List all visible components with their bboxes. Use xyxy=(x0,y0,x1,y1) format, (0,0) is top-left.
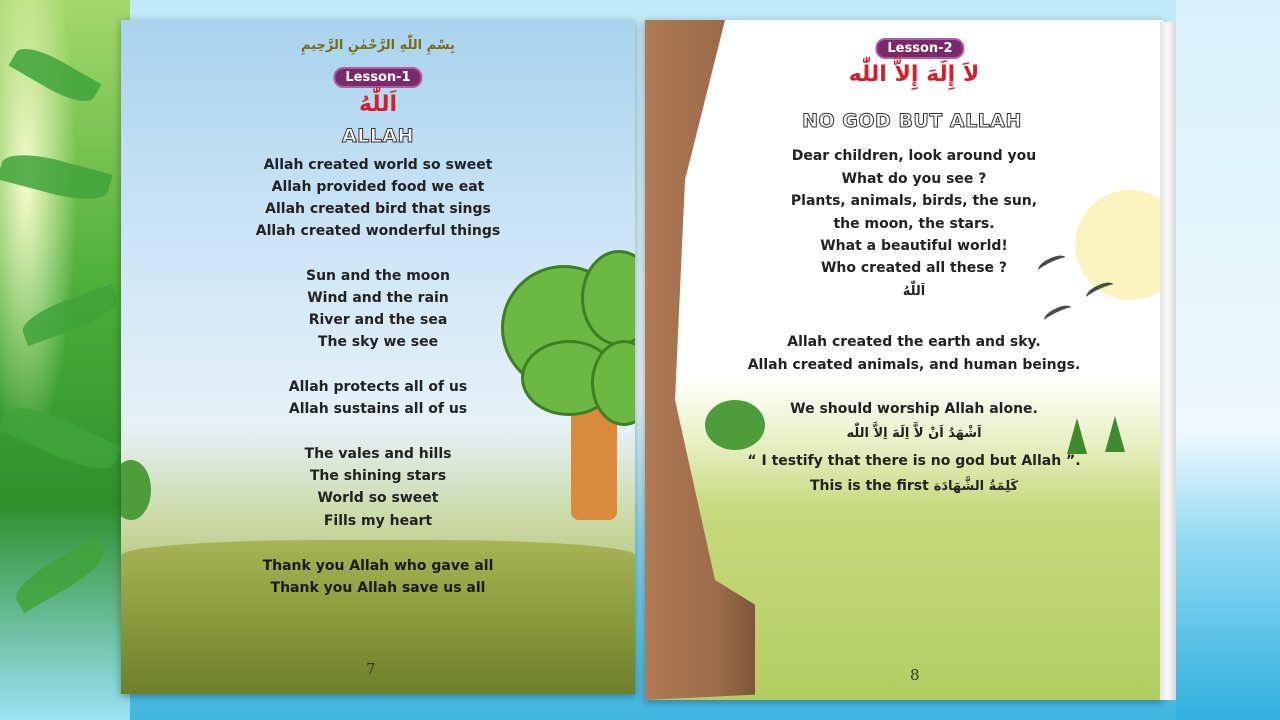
poem-line: Wind and the rain xyxy=(307,290,449,306)
book-page-right xyxy=(645,20,1163,700)
poem-line: Allah sustains all of us xyxy=(288,401,468,417)
page-number: 7 xyxy=(366,660,376,678)
poem-line: Thank you Allah who gave all xyxy=(262,558,494,574)
lesson-2-badge: Lesson-2 xyxy=(875,38,964,59)
shahada-arabic: اَشْهَدُ اَنْ لاَّ اِلَهَ اِلاَّ اللّٰه xyxy=(846,426,982,441)
kalima-arabic: كَلِمَةُ الشَّهَادَة xyxy=(933,479,1019,494)
body-line: Plants, animals, birds, the sun, xyxy=(790,193,1038,209)
kalima-prefix: This is the first xyxy=(809,478,929,494)
palm-leaf xyxy=(9,537,111,613)
poem-line: Allah protects all of us xyxy=(288,379,468,395)
bismillah-text: بِسْمِ اللّٰهِ الرَّحْمٰنِ الرَّحِيمِ xyxy=(301,38,455,53)
poem-line: Allah created wonderful things xyxy=(255,223,501,239)
book-page-left xyxy=(121,20,635,694)
arabic-title: لاَ إِلَهَ إِلاَّ اللّٰه xyxy=(848,62,980,87)
poem-line: Thank you Allah save us all xyxy=(270,580,486,596)
palm-leaf xyxy=(18,284,122,346)
kalima-line xyxy=(655,478,1163,494)
poem-line: The shining stars xyxy=(309,468,447,484)
poem-line: Allah created world so sweet xyxy=(263,157,493,173)
palm-leaf xyxy=(9,40,102,111)
testify-line: “ I testify that there is no god but Allah ”. xyxy=(747,453,1081,469)
arabic-title: اَللّٰهُ xyxy=(358,92,398,117)
body-line: What do you see ? xyxy=(841,171,987,187)
body-line: Allah created the earth and sky. xyxy=(787,334,1041,350)
poem-line: The sky we see xyxy=(317,334,439,350)
answer-arabic: اَللّٰهُ xyxy=(902,284,926,299)
palm-leaf xyxy=(0,146,113,207)
body-line: the moon, the stars. xyxy=(833,216,995,232)
page-title: ALLAH xyxy=(341,125,415,147)
page-number: 8 xyxy=(910,666,920,684)
poem-line: Fills my heart xyxy=(323,513,433,529)
lesson-1-badge: Lesson-1 xyxy=(333,67,422,88)
poem-line: World so sweet xyxy=(317,490,439,506)
body-line: Dear children, look around you xyxy=(791,148,1037,164)
poem-line: The vales and hills xyxy=(304,446,452,462)
body-line: What a beautiful world! xyxy=(820,238,1008,254)
bird-icon xyxy=(1042,302,1074,326)
poem-line: Sun and the moon xyxy=(305,268,451,284)
sea-background xyxy=(1176,0,1280,720)
poem-line: River and the sea xyxy=(308,312,448,328)
page-title: NO GOD BUT ALLAH xyxy=(802,110,1022,132)
book-page-edge xyxy=(1160,22,1176,700)
body-line: Allah created animals, and human beings. xyxy=(747,357,1081,373)
palm-leaves-background xyxy=(0,0,130,720)
palm-leaf xyxy=(0,396,122,479)
body-line: We should worship Allah alone. xyxy=(790,401,1038,417)
poem-line: Allah provided food we eat xyxy=(271,179,485,195)
body-line: Who created all these ? xyxy=(820,260,1008,276)
poem-line: Allah created bird that sings xyxy=(265,201,491,217)
